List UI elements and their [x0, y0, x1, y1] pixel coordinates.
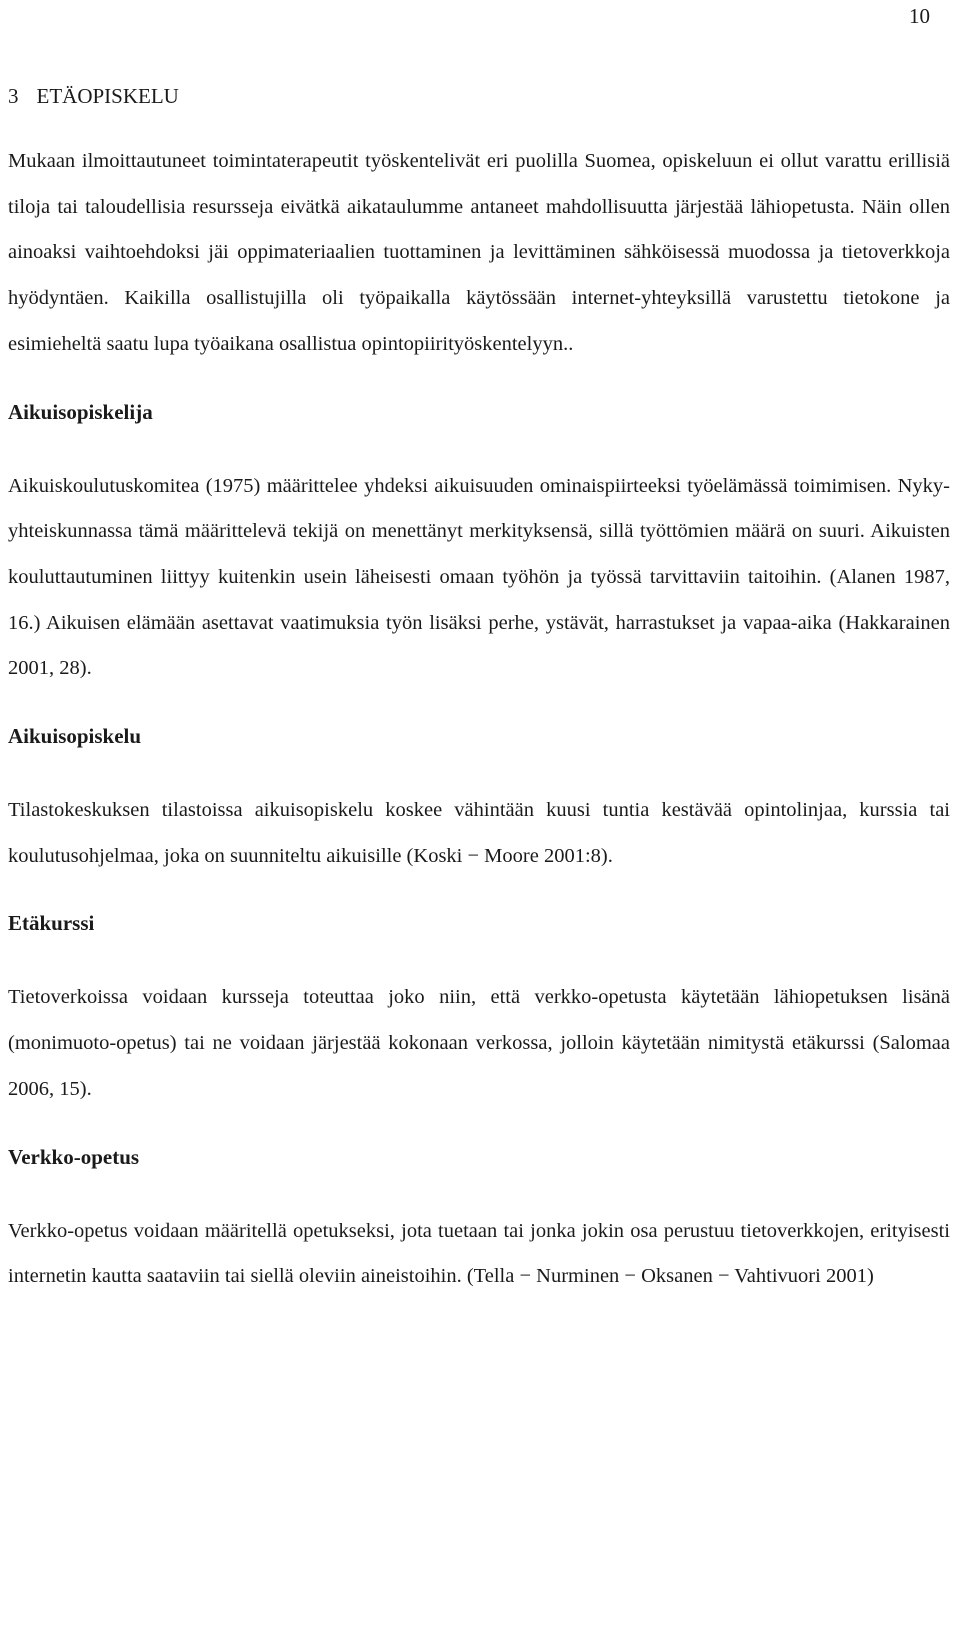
section-paragraph-etakurssi: Tietoverkoissa voidaan kursseja toteuttaa joko niin, että verkko-opetusta käytetään lähiopetuksen lisänä (monimuoto-opetus) tai ne voidaan järjestää kokonaan verkossa, jolloin käytetään nimitystä etäkurssi (Salomaa 2006, 15). — [8, 986, 950, 1100]
section-paragraph-aikuisopiskelu: Tilastokeskuksen tilastoissa aikuisopiskelu koskee vähintään kuusi tuntia kestävää opintolinjaa, kurssia tai koulutusohjelmaa, joka on suunniteltu aikuisille (Koski − Moore 2001:8). — [8, 799, 950, 867]
intro-paragraph: Mukaan ilmoittautuneet toimintaterapeutit työskentelivät eri puolilla Suomea, opiskeluun ei ollut varattu erillisiä tiloja tai taloudellisia resursseja eivätkä aikataulumme antaneet mahdollisuutta järjestää lähiopetusta. Näin ollen ainoaksi vaihtoehdoksi jäi oppimateriaalien tuottaminen ja levittäminen sähköisessä muodossa ja tietoverkkoja hyödyntäen. Kaikilla osallistujilla oli työpaikalla käytössään internet-yhteyksillä varustettu tietokone ja esimieheltä saatu lupa työaikana osallistua opintopiirityöskentelyyn.. — [8, 150, 950, 355]
section-heading-aikuisopiskelu: Aikuisopiskelu — [8, 724, 142, 749]
page-number: 10 — [909, 4, 930, 28]
chapter-number: 3 — [8, 84, 19, 108]
section-paragraph-verkko-opetus: Verkko-opetus voidaan määritellä opetukseksi, jota tuetaan tai jonka jokin osa perustuu tietoverkkojen, erityisesti internetin kautta saataviin tai siellä oleviin aineistoihin. (Tella − Nurminen − Oksanen − Vahtivuori 2001) — [8, 1219, 950, 1288]
chapter-title-text: ETÄOPISKELU — [36, 84, 179, 108]
chapter-title — [8, 80, 950, 112]
document-body — [8, 80, 950, 1300]
section-heading-aikuisopiskelija: Aikuisopiskelija — [8, 399, 153, 424]
section-paragraph-aikuisopiskelija: Aikuiskoulutuskomitea (1975) määrittelee yhdeksi aikuisuuden ominaispiirteeksi työelämässä toimimisen. Nyky-yhteiskunnassa tämä määrittelevä tekijä on menettänyt merkityksensä, sillä työttömien määrä on suuri. Aikuisten kouluttautuminen liittyy kuitenkin usein läheisesti omaan työhön ja työssä tarvittaviin taitoihin. (Alanen 1987, 16.) Aikuisen elämään asettavat vaatimuksia työn lisäksi perhe, ystävät, harrastukset ja vapaa-aika (Hakkarainen 2001, 28). — [8, 474, 950, 680]
section-heading-etakurssi: Etäkurssi — [8, 911, 95, 936]
section-heading-verkko-opetus: Verkko-opetus — [8, 1144, 140, 1169]
